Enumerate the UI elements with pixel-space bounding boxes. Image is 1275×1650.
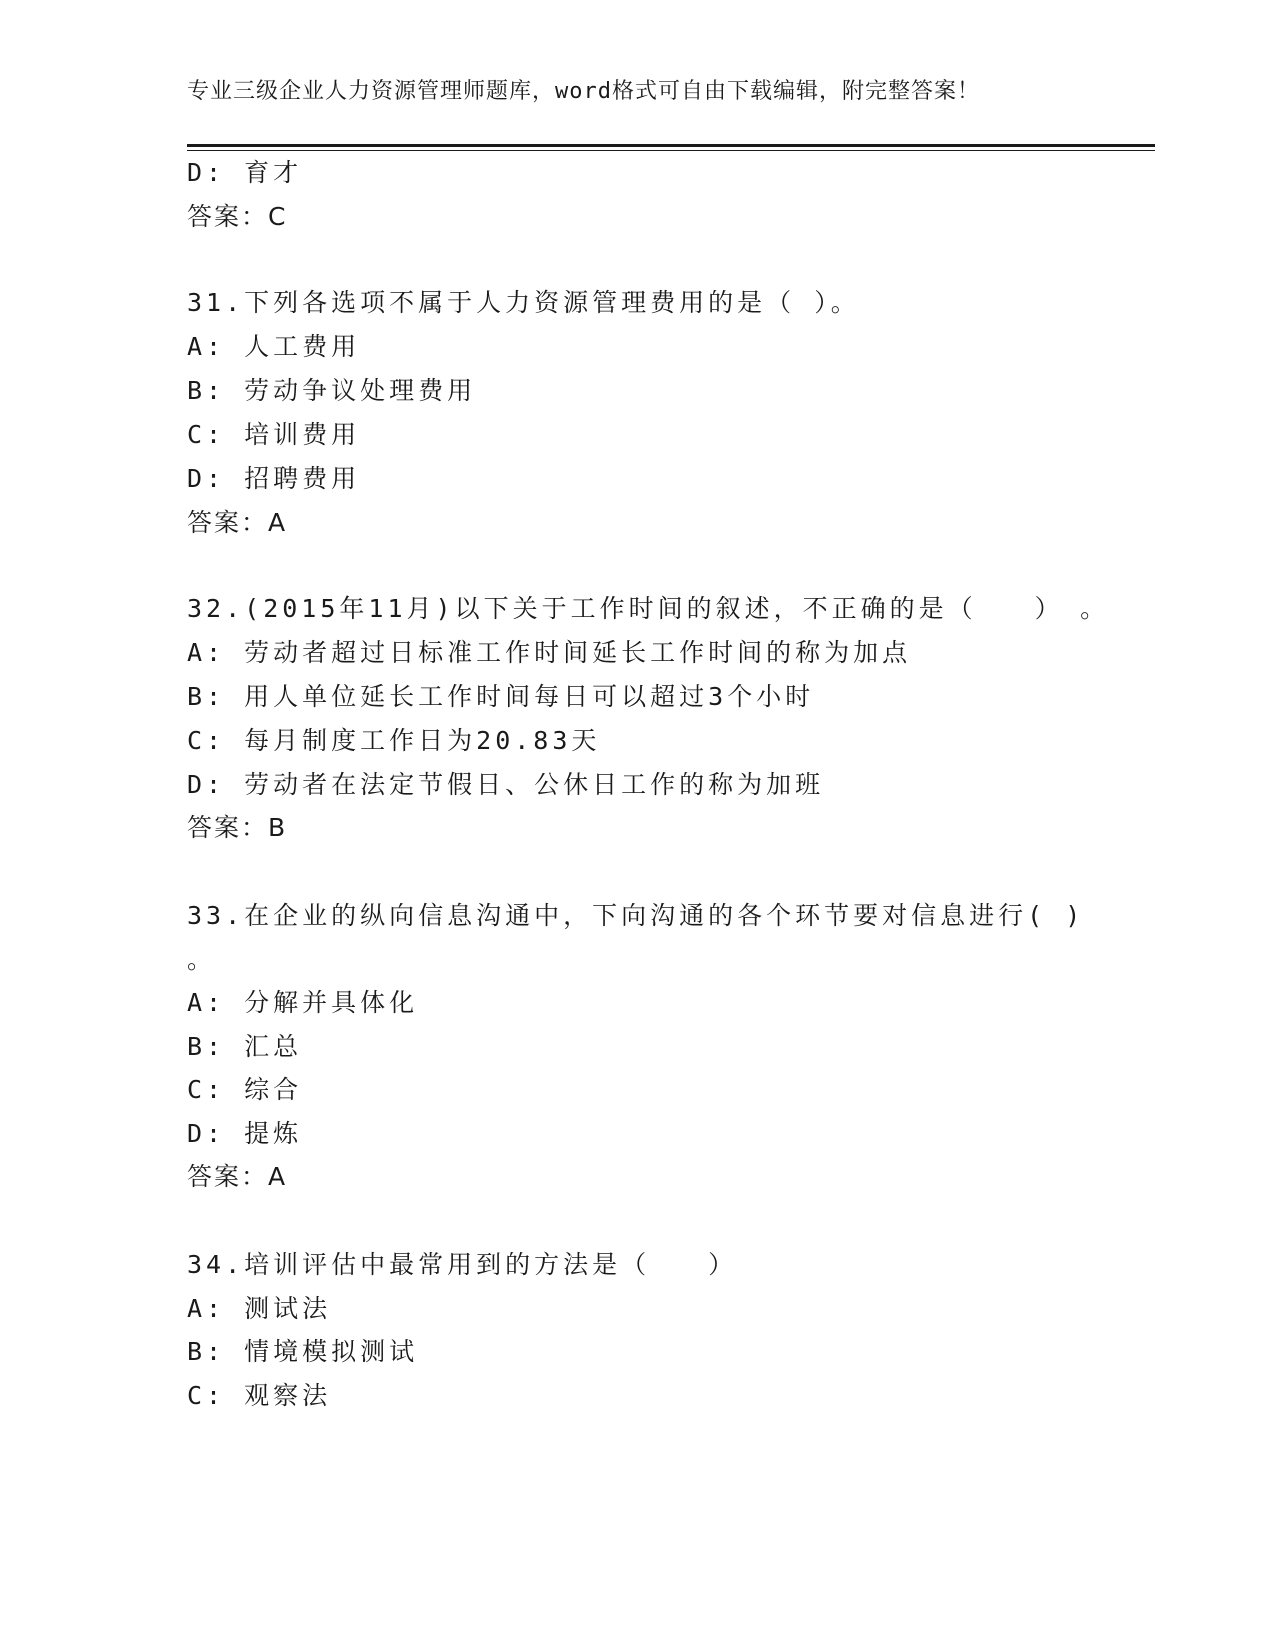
q33-option-a: A: 分解并具体化 bbox=[187, 988, 419, 1017]
q34-option-c: C: 观察法 bbox=[187, 1381, 332, 1410]
header-rule-thin bbox=[187, 150, 1155, 151]
q33-option-b: B: 汇总 bbox=[187, 1032, 303, 1061]
q31-option-c: C: 培训费用 bbox=[187, 420, 361, 449]
question-31: 31.下列各选项不属于人力资源管理费用的是（ ）。 bbox=[187, 288, 860, 317]
q33-answer: 答案：A bbox=[187, 1162, 288, 1191]
option-d-prev: D: 育才 bbox=[187, 158, 303, 187]
q31-answer: 答案：A bbox=[187, 508, 288, 537]
question-34: 34.培训评估中最常用到的方法是（ ） bbox=[187, 1250, 738, 1279]
q32-option-d: D: 劳动者在法定节假日、公休日工作的称为加班 bbox=[187, 770, 825, 799]
q31-option-d: D: 招聘费用 bbox=[187, 464, 361, 493]
q33-option-d: D: 提炼 bbox=[187, 1119, 303, 1148]
q32-option-b: B: 用人单位延长工作时间每日可以超过3个小时 bbox=[187, 682, 815, 711]
q34-option-b: B: 情境模拟测试 bbox=[187, 1337, 419, 1366]
page-header: 专业三级企业人力资源管理师题库，word格式可自由下载编辑，附完整答案！ bbox=[187, 79, 980, 104]
question-33-continuation: 。 bbox=[187, 945, 217, 974]
q34-option-a: A: 测试法 bbox=[187, 1294, 332, 1323]
header-rule-thick bbox=[187, 144, 1155, 147]
q31-option-b: B: 劳动争议处理费用 bbox=[187, 376, 477, 405]
q32-option-c: C: 每月制度工作日为20.83天 bbox=[187, 726, 601, 755]
q33-option-c: C: 综合 bbox=[187, 1075, 303, 1104]
answer-prev: 答案：C bbox=[187, 202, 288, 231]
question-32: 32.(2015年11月)以下关于工作时间的叙述，不正确的是（ ） 。 bbox=[187, 594, 1110, 623]
q32-option-a: A: 劳动者超过日标准工作时间延长工作时间的称为加点 bbox=[187, 638, 912, 667]
question-33: 33.在企业的纵向信息沟通中，下向沟通的各个环节要对信息进行( ) bbox=[187, 901, 1085, 930]
q32-answer: 答案：B bbox=[187, 813, 288, 842]
q31-option-a: A: 人工费用 bbox=[187, 332, 361, 361]
